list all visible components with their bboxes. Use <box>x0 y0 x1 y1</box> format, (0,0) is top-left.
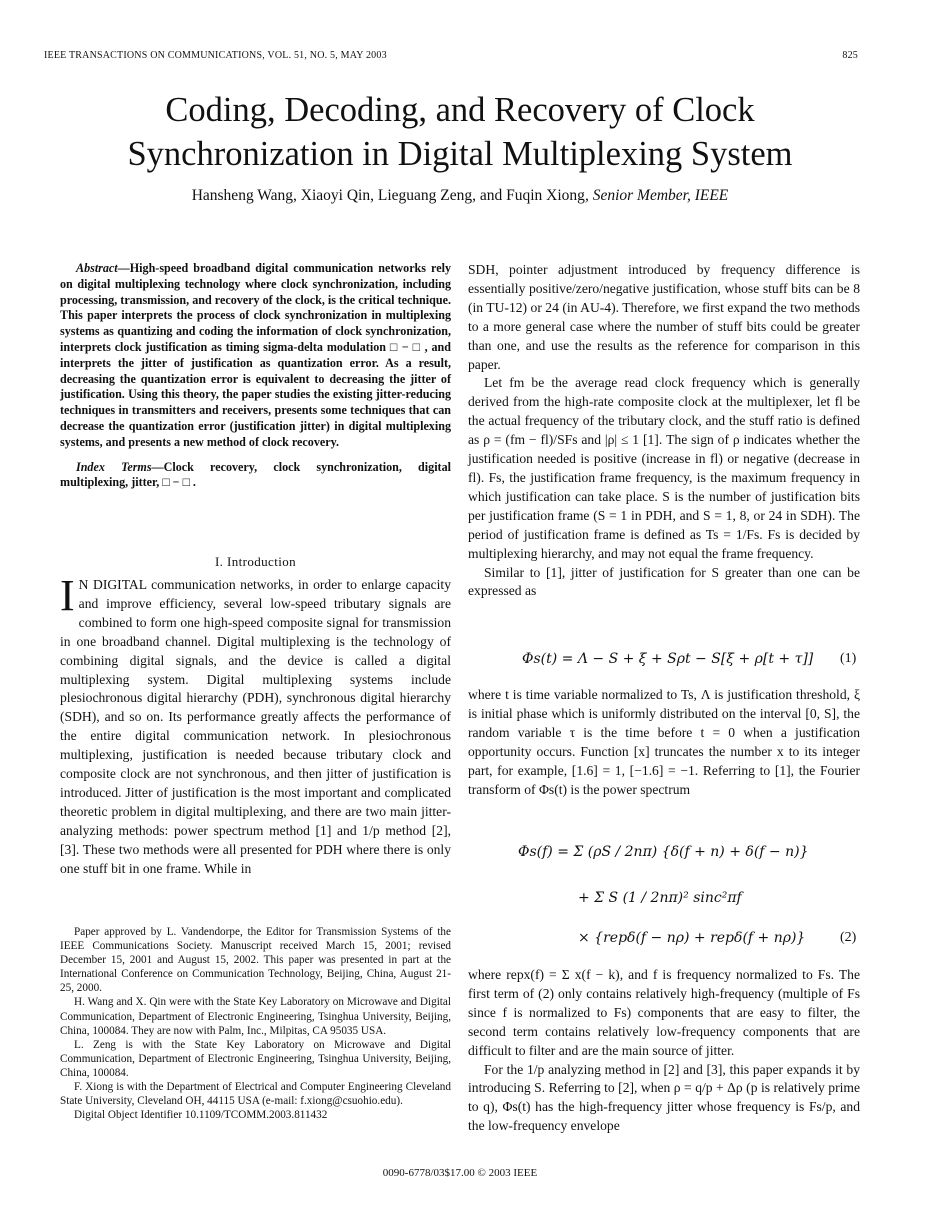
section-number: I. <box>214 554 224 569</box>
paragraph: where repx(f) = Σ x(f − k), and f is frequency normalized to Fs. The first term of (2) only contains relatively high-frequency (multiple of Fs since f is normalized to Fs) components that are easy to filter, the second term contains relatively low-frequency components that are difficult to filter and are the main source of jitter. <box>468 967 860 1058</box>
footnote: Digital Object Identifier 10.1109/TCOMM.2003.811432 <box>74 1109 328 1122</box>
footnotes <box>60 925 451 1122</box>
footnote: L. Zeng is with the State Key Laboratory on Microwave and Digital Communication, Department of Electronic Engineering, Tsinghua University, Beijing, China, 100084. <box>60 1038 451 1079</box>
footnote: F. Xiong is with the Department of Electrical and Computer Engineering Cleveland State University, Cleveland OH, 44115 USA (e-mail: f.xiong@csuohio.edu). <box>60 1081 451 1108</box>
paragraph: where t is time variable normalized to Ts, Λ is justification threshold, ξ is initial phase which is uniformly distributed on the interval [0, S], the random variable τ is the time before t = 0 when a justification opportunity occurs. Function [x] truncates the number x to its integer part, for example, [1.6] = 1, [−1.6] = −1. Referring to [1], the Fourier transform of Φs(t) is the power spectrum <box>468 687 860 797</box>
equation-number: (1) <box>840 651 857 666</box>
author-line <box>60 187 860 205</box>
equation-2-line-3: × {repδ(f − nρ) + repδ(f + nρ)} <box>578 930 806 946</box>
footnote: H. Wang and X. Qin were with the State Key Laboratory on Microwave and Digital Communication, Department of Electronic Engineering, Tsinghua University, Beijing, China, 100084. They are now with Palm, Inc., Milpitas, CA 95035 USA. <box>60 996 451 1037</box>
paragraph: For the 1/p analyzing method in [2] and [3], this paper expands it by introducing S. Referring to [2], when ρ = q/p + Δρ (p is relatively prime to q), Φs(t) has the high-frequency jitter whose frequency is Fs/p, and the low-frequency envelope <box>468 1061 860 1134</box>
drop-cap: I <box>60 571 75 620</box>
index-terms-label: Index Terms <box>76 459 152 474</box>
paragraph: Let fm be the average read clock frequency which is generally derived from the high-rate composite clock at the multiplexer, let fl be the actual frequency of the tributary clock, and the stuff ratio is defined as ρ = (fm − fl)/SFs and |ρ| ≤ 1 [1]. The sign of ρ indicates whether the justification needed is positive (increase in fl) or negative (decrease in fl). Fs, the justification frame frequency, is the maximum frequency in which justification can take place. S is the number of justification bits per justification frame (S = 1 in PDH, and S = 1, 8, or 24 in SDH). The period of justification frame is defined as Ts = 1/Fs. Fs is decided by multiplexing hierarchy, and may not equal the frame frequency. <box>468 375 860 561</box>
running-header: IEEE TRANSACTIONS ON COMMUNICATIONS, VOL. 51, NO. 5, MAY 2003 <box>44 50 387 61</box>
right-column-bottom <box>468 966 860 1136</box>
abstract-text: —High-speed broadband digital communication networks rely on digital multiplexing technology where clock synchronization, including processing, transmission, and recovery of the clock, is the critical technique. This paper interprets the process of clock synchronization in multiplexing systems as quantizing and coding the information of clock synchronization, interprets clock justification as timing sigma-delta modulation □ − □ , and interprets the jitter of justification as quantization error. As a result, decreasing the quantization error is equivalent to decreasing the jitter of justification. Using this theory, the paper studies the existing jitter-reducing techniques in transmitters and receivers, presents some techniques that can decrease the quantization error (justification jitter) in digital multiplexing systems, and presents a new method of clock recovery. <box>60 261 451 449</box>
paragraph: SDH, pointer adjustment introduced by frequency difference is essentially positive/zero/negative justification, whose stuff bits can be 8 (in TU-12) or 24 (in AU-4). Therefore, we first expand the two methods to a more general case where the number of stuff bits could be greater than one, and use the results as the reference for comparison in this paper. <box>468 262 860 372</box>
intro-text: N DIGITAL communication networks, in order to enlarge capacity and improve efficiency, several low-speed tributary signals are combined to form one high-speed composite signal for transmission in one broadband channel. Digital multiplexing is the technology of combining digital signals, and the device is called a digital multiplexing system. Digital multiplexing systems include plesiochronous digital hierarchy (PDH), synchronous digital hierarchy (SDH), and so on. Its performance greatly affects the performance of the entire digital communication network. In plesiochronous multiplexing, justification is needed because tributary clock and composite clock are not synchronous, and then jitter of justification is introduced. Jitter of justification is the most important and complicated theoretic problem in digital multiplexing, and there are two main jitter-analyzing methods: power spectrum method [1] and 1/p method [2], [3]. These two methods were all presented for PDH where there is only one stuff bit in one frame. While in <box>60 577 451 876</box>
page-number: 825 <box>842 50 858 61</box>
paragraph: Similar to [1], jitter of justification for S greater than one can be expressed as <box>468 564 860 599</box>
paper-title: Coding, Decoding, and Recovery of Clock Synchronization in Digital Multiplexing System <box>127 91 793 173</box>
abstract-label: Abstract <box>76 261 118 275</box>
introduction-body <box>60 571 451 879</box>
section-heading <box>60 553 451 572</box>
footnote: Paper approved by L. Vandendorpe, the Editor for Transmission Systems of the IEEE Communications Society. Manuscript received March 15, 2001; revised December 15, 2001 and August 15, 2002. This paper was presented in part at the International Conference on Communication Technology, Beijing, China, August 21-25, 2000. <box>60 926 451 995</box>
right-column-middle <box>468 686 860 799</box>
equation-1: Φs(t) = Λ − S + ξ + Sρt − S[ξ + ρ[t + τ]] <box>522 651 814 667</box>
right-column-top <box>468 261 860 601</box>
equation-2-line-2: + Σ S (1 / 2nπ)² sinc²πf <box>578 890 742 906</box>
abstract <box>60 261 451 491</box>
author-membership: , Senior Member, IEEE <box>584 187 729 204</box>
author-names: Hansheng Wang, Xiaoyi Qin, Lieguang Zeng, and Fuqin Xiong <box>191 187 585 204</box>
equation-number: (2) <box>840 930 857 945</box>
copyright-footer: 0090-6778/03$17.00 © 2003 IEEE <box>382 1167 538 1179</box>
section-title: Introduction <box>226 554 297 569</box>
equation-2-line-1: Φs(f) = Σ (ρS / 2nπ) {δ(f + n) + δ(f − n)} <box>518 844 809 860</box>
index-terms-text: —Clock recovery, clock synchronization, digital multiplexing, jitter, □ − □ . <box>60 459 451 490</box>
